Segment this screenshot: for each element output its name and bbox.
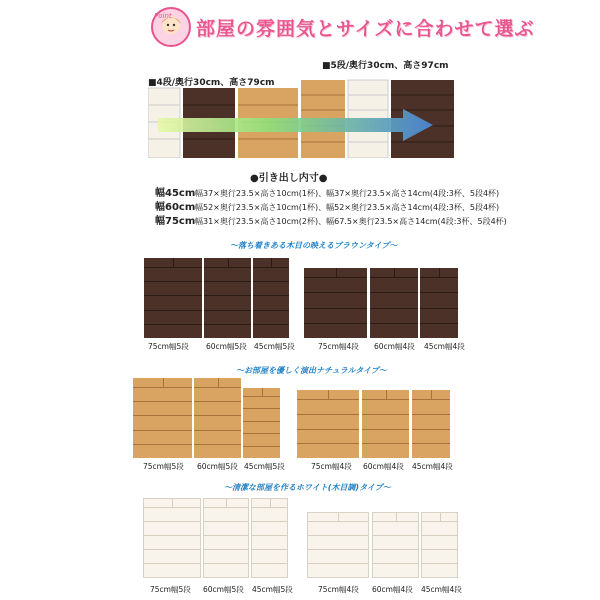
section-title-brown: 〜落ち着きある木目の映えるブラウンタイプ〜 [230, 241, 398, 250]
chest-brown-60-5 [204, 258, 251, 338]
chest-white-45-4 [421, 512, 458, 578]
caption-brown-60-4: 60cm幅4段 [374, 342, 415, 351]
chest-natural-60-4 [362, 390, 409, 458]
caption-natural-75-4: 75cm幅4段 [311, 462, 352, 471]
chest-brown-75-4 [304, 268, 367, 338]
caption-natural-60-4: 60cm幅4段 [363, 462, 404, 471]
chest-white-75-5 [143, 498, 201, 578]
caption-white-75-4: 75cm幅4段 [318, 585, 359, 594]
chest-natural-75-4 [297, 390, 359, 458]
svg-text:Point: Point [154, 12, 172, 20]
drawer-row-75 [155, 212, 507, 227]
caption-natural-60-5: 60cm幅5段 [197, 462, 238, 471]
caption-white-75-5: 75cm幅5段 [150, 585, 191, 594]
chest-natural-75-5 [133, 378, 192, 458]
caption-brown-45-4: 45cm幅4段 [424, 342, 465, 351]
drawer-detail: 幅31×奥行23.5×高さ10cm(2杯)、幅67.5×奥行23.5×高さ14cm(4段:3杯、5段4杯) [195, 217, 507, 226]
chest-natural-45-5 [243, 388, 280, 458]
caption-white-60-5: 60cm幅5段 [203, 585, 244, 594]
caption-brown-75-5: 75cm幅5段 [148, 342, 189, 351]
drawer-row-60 [155, 198, 499, 213]
chest-natural-45-4 [412, 390, 450, 458]
chest-brown-60-4 [370, 268, 418, 338]
caption-natural-45-5: 45cm幅5段 [244, 462, 285, 471]
caption-brown-75-4: 75cm幅4段 [318, 342, 359, 351]
drawer-width: 幅75cm [155, 216, 196, 227]
spec-4dan: ■4段/奥行30cm、高さ79cm [148, 78, 275, 88]
caption-white-45-4: 45cm幅4段 [421, 585, 462, 594]
chest-white-75-4 [307, 512, 369, 578]
page-title: 部屋の雰囲気とサイズに合わせて選ぶ [196, 18, 535, 40]
drawer-detail: 幅37×奥行23.5×高さ10cm(1杯)、幅37×奥行23.5×高さ14cm(4段:3杯、5段4杯) [195, 189, 500, 198]
chest-white-60-4 [372, 512, 419, 578]
chest-brown-45-4 [420, 268, 458, 338]
caption-natural-45-4: 45cm幅4段 [412, 462, 453, 471]
section-title-white: 〜清潔な部屋を作るホワイト(木目調)タイプ〜 [224, 483, 391, 492]
caption-brown-60-5: 60cm幅5段 [206, 342, 247, 351]
drawer-width: 幅45cm [155, 188, 196, 199]
caption-natural-75-5: 75cm幅5段 [143, 462, 184, 471]
chest-brown-75-5 [144, 258, 202, 338]
chest-white-45-5 [251, 498, 288, 578]
chest-white-60-5 [203, 498, 249, 578]
point-girl-logo [150, 6, 192, 48]
chest-natural-60-5 [194, 378, 241, 458]
caption-white-60-4: 60cm幅4段 [372, 585, 413, 594]
section-title-natural: 〜お部屋を優しく演出ナチュラルタイプ〜 [236, 366, 387, 375]
chest-lineup-image [148, 78, 454, 158]
drawer-row-45 [155, 184, 499, 199]
chest-brown-45-5 [253, 258, 289, 338]
caption-brown-45-5: 45cm幅5段 [254, 342, 295, 351]
drawer-width: 幅60cm [155, 202, 196, 213]
spec-5dan: ■5段/奥行30cm、高さ97cm [322, 61, 449, 71]
drawer-detail: 幅52×奥行23.5×高さ10cm(1杯)、幅52×奥行23.5×高さ14cm(4段:3杯、5段4杯) [195, 203, 500, 212]
caption-white-45-5: 45cm幅5段 [252, 585, 293, 594]
drawer-dimensions-title: ●引き出し内寸● [250, 173, 328, 184]
